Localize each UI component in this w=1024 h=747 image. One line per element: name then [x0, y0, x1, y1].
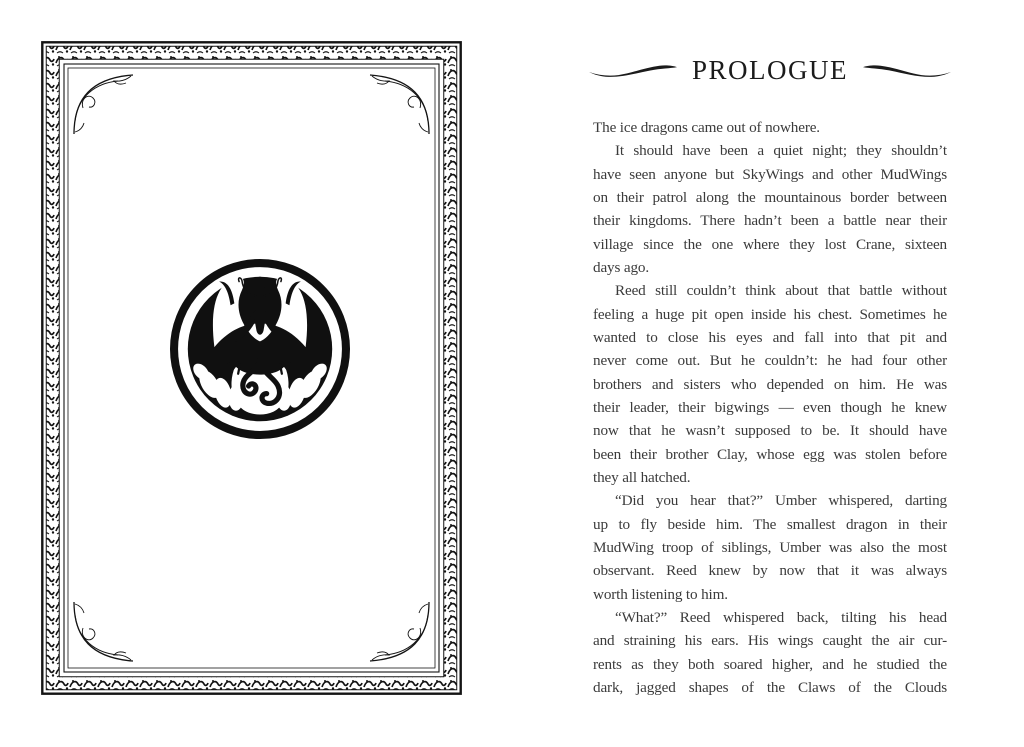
text-line: MudWing troop of siblings, Umber was also the most: [593, 538, 947, 556]
text-line: worth listening to him.: [593, 585, 728, 603]
text-line: up to fly beside him. The smallest dragon in their: [593, 515, 947, 533]
text-line: It should have been a quiet night; they shouldn’t: [615, 142, 947, 160]
swash-right-icon: [863, 62, 951, 78]
text-line: village since the one where they lost Crane, sixteen: [593, 235, 947, 253]
text-line: their kingdoms. There hadn’t been a battle near their: [593, 212, 947, 230]
chapter-heading-row: [593, 52, 947, 88]
text-line: observant. Reed knew by now that it was always: [593, 562, 947, 580]
text-line: “What?” Reed whispered back, tilting his head: [615, 608, 947, 626]
text-line: never come out. But he couldn’t: he had four other: [593, 352, 947, 370]
text-line: have seen anyone but SkyWings and other MudWings: [593, 165, 947, 183]
right-page: [593, 52, 947, 699]
text-line: “Did you hear that?” Umber whispered, darting: [615, 492, 947, 510]
text-line: days ago.: [593, 258, 650, 276]
left-page: [41, 41, 462, 695]
text-line: wanted to close his eyes and fall into that pit and: [593, 328, 947, 346]
text-line: now that he wasn’t supposed to be. It should have: [593, 422, 947, 440]
text-line: been their brother Clay, whose egg was stolen before: [593, 445, 947, 463]
dragon-seal-emblem: [165, 254, 355, 444]
text-line: their leader, their bigwings — even though he knew: [593, 398, 947, 416]
text-line: on their patrol along the mountainous border between: [593, 188, 947, 206]
body-text: [593, 116, 947, 699]
text-line: they all hatched.: [593, 468, 691, 486]
text-line: brothers and sisters who depended on him. He was: [593, 375, 947, 393]
text-line: feeling a huge pit open inside his chest. Sometimes he: [593, 305, 947, 323]
text-line: rents as they both soared higher, and he studied the: [593, 655, 947, 673]
swash-left-icon: [589, 62, 677, 78]
text-line: and straining his ears. His wings caught the air cur-: [593, 632, 947, 650]
text-line: dark, jagged shapes of the Claws of the Clouds: [593, 678, 947, 696]
chapter-title: PROLOGUE: [692, 54, 849, 85]
text-line: Reed still couldn’t think about that battle without: [615, 282, 947, 300]
text-line: The ice dragons came out of nowhere.: [593, 119, 820, 136]
